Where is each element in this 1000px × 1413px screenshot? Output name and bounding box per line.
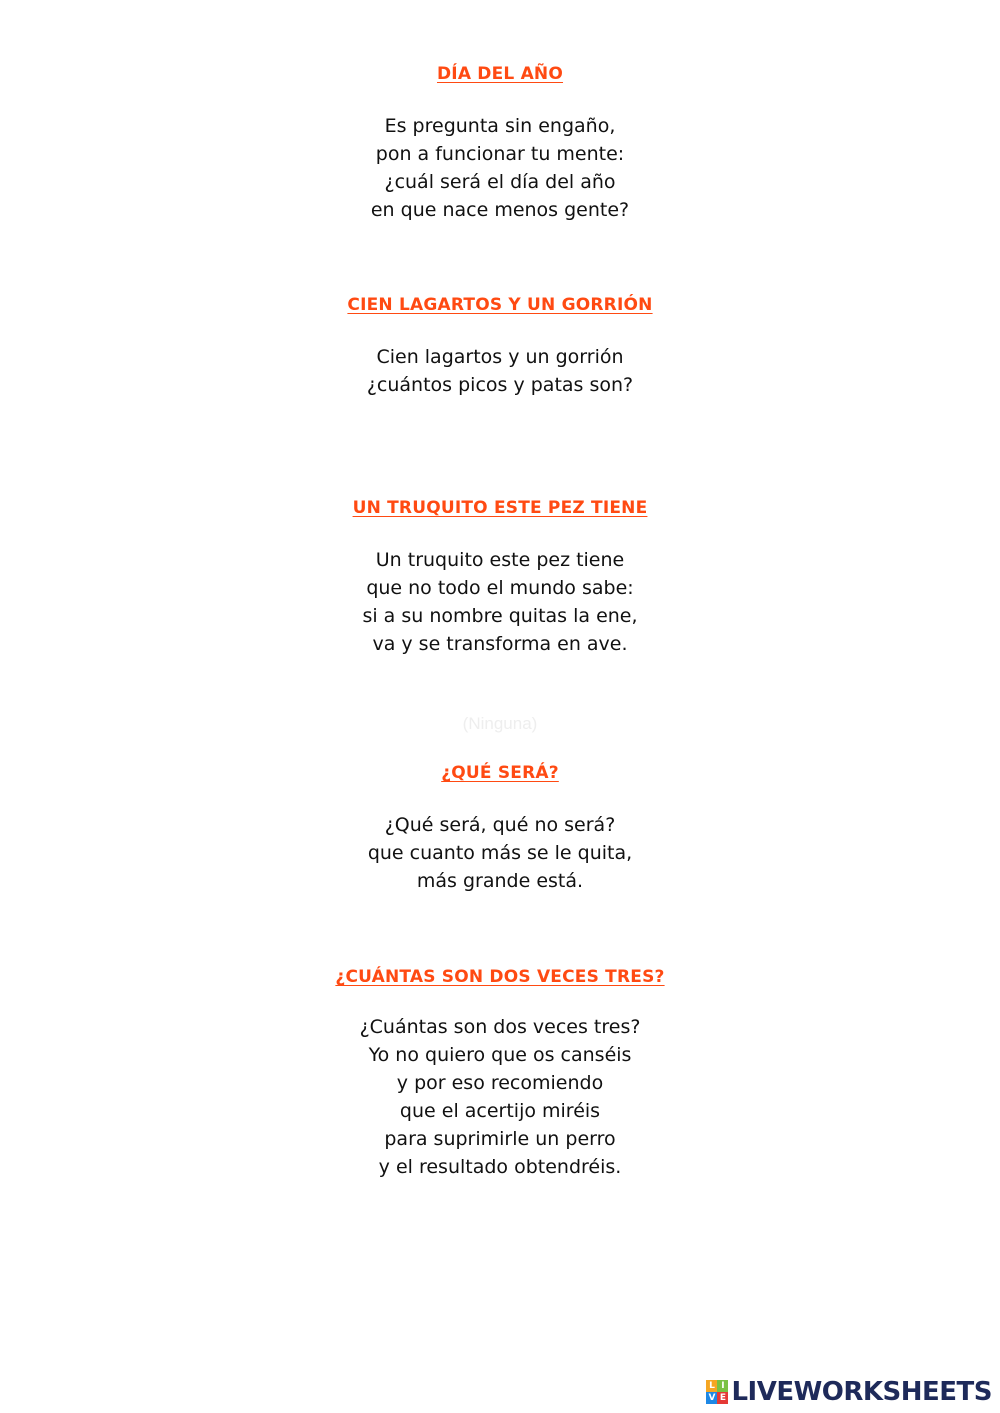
verse-line: ¿cuántos picos y patas son? xyxy=(366,374,634,396)
logo-letter: E xyxy=(717,1392,728,1404)
verse-line: y por eso recomiendo xyxy=(396,1072,604,1094)
verse-line: Un truquito este pez tiene xyxy=(375,549,625,571)
liveworksheets-brand xyxy=(706,1377,992,1407)
verse-line: que el acertijo miréis xyxy=(399,1100,601,1122)
riddle-title-cien-lagartos: CIEN LAGARTOS Y UN GORRIÓN xyxy=(347,295,653,315)
verse-line: si a su nombre quitas la ene, xyxy=(362,605,638,627)
verse-line: ¿Cuántas son dos veces tres? xyxy=(359,1016,641,1038)
riddle-verse-que-sera xyxy=(0,811,1000,895)
verse-line: pon a funcionar tu mente: xyxy=(375,143,625,165)
riddle-title-cuantas-son: ¿CUÁNTAS SON DOS VECES TRES? xyxy=(335,967,665,987)
verse-line: para suprimirle un perro xyxy=(384,1128,616,1150)
liveworksheets-logo-icon xyxy=(706,1380,728,1404)
logo-letter: I xyxy=(717,1380,728,1392)
riddle-title-que-sera: ¿QUÉ SERÁ? xyxy=(441,763,559,783)
logo-letter: L xyxy=(706,1380,717,1392)
riddle-verse-cien-lagartos xyxy=(0,343,1000,399)
riddle-verse-un-truquito xyxy=(0,546,1000,658)
verse-line: más grande está. xyxy=(416,870,584,892)
brand-name: LIVEWORKSHEETS xyxy=(731,1377,992,1407)
verse-line: en que nace menos gente? xyxy=(370,199,630,221)
riddle-verse-dia-del-ano xyxy=(0,112,1000,224)
logo-letter: V xyxy=(706,1392,717,1404)
verse-line: ¿Qué será, qué no será? xyxy=(384,814,616,836)
verse-line: Yo no quiero que os canséis xyxy=(368,1044,632,1066)
verse-line: que no todo el mundo sabe: xyxy=(366,577,634,599)
riddle-title-un-truquito: UN TRUQUITO ESTE PEZ TIENE xyxy=(352,498,648,518)
verse-line: y el resultado obtendréis. xyxy=(378,1156,622,1178)
verse-line: Cien lagartos y un gorrión xyxy=(376,346,624,368)
verse-line: que cuanto más se le quita, xyxy=(367,842,633,864)
verse-line: Es pregunta sin engaño, xyxy=(384,115,616,137)
riddle-verse-cuantas-son xyxy=(0,1013,1000,1181)
answer-field[interactable] xyxy=(440,712,560,736)
riddle-title-dia-del-ano: DÍA DEL AÑO xyxy=(436,64,564,84)
verse-line: ¿cuál será el día del año xyxy=(384,171,616,193)
verse-line: va y se transforma en ave. xyxy=(372,633,628,655)
